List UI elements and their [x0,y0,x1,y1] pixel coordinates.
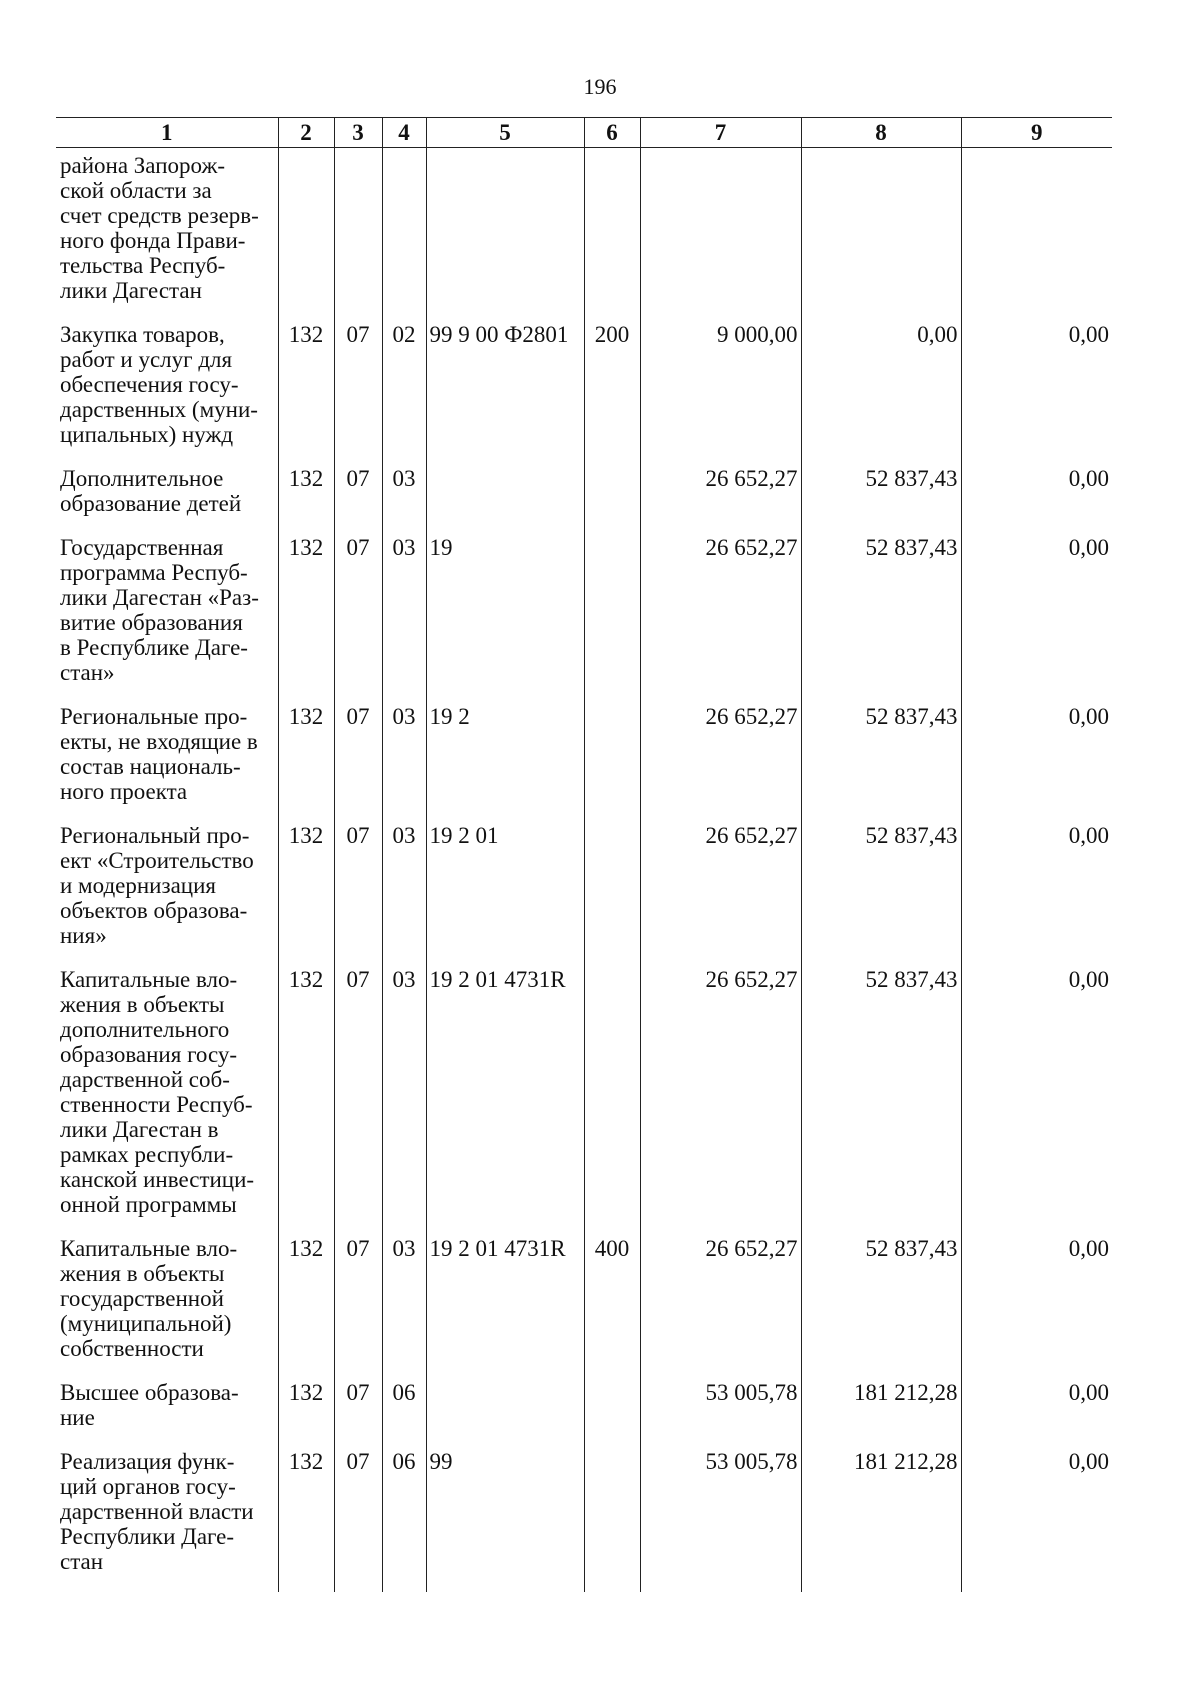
row-expense-type-cell [584,818,640,962]
column-header-8: 8 [801,118,961,148]
row-amount-col9-cell: 0,00 [961,818,1112,962]
row-section-cell: 07 [334,317,382,461]
table-row [56,461,1112,530]
row-admin-code-cell: 132 [278,461,334,530]
row-subsection-cell [382,148,426,318]
row-expense-type-cell [584,461,640,530]
table-body [56,148,1112,1593]
row-amount-col8-cell: 181 212,28 [801,1444,961,1592]
row-target-article-cell: 19 2 01 4731R [426,962,584,1231]
row-amount-col7-cell: 26 652,27 [640,699,801,818]
table-row [56,1231,1112,1375]
row-subsection-cell: 03 [382,461,426,530]
row-amount-col9-cell: 0,00 [961,1444,1112,1592]
row-admin-code-cell: 132 [278,1375,334,1444]
row-amount-col7-cell: 26 652,27 [640,461,801,530]
column-header-9: 9 [961,118,1112,148]
row-section-cell: 07 [334,1375,382,1444]
row-amount-col7-cell: 26 652,27 [640,530,801,699]
row-amount-col9-cell: 0,00 [961,699,1112,818]
table-row [56,1444,1112,1592]
row-admin-code-cell: 132 [278,1444,334,1592]
column-header-3: 3 [334,118,382,148]
column-header-5: 5 [426,118,584,148]
row-section-cell [334,148,382,318]
row-name-cell: Региональный про- ект «Строительство и модернизация объектов образова- ния» [60,823,254,948]
row-admin-code-cell: 132 [278,1231,334,1375]
row-subsection-cell: 03 [382,1231,426,1375]
row-amount-col8-cell: 52 837,43 [801,699,961,818]
row-amount-col8-cell: 181 212,28 [801,1375,961,1444]
row-name-cell: Государственная программа Респуб- лики Дагестан «Раз- витие образования в Республике Даге- стан» [60,535,259,685]
row-name-cell: Реализация функ- ций органов госу- дарственной власти Республики Даге- стан [60,1449,254,1574]
table-row [56,317,1112,461]
column-header-6: 6 [584,118,640,148]
row-section-cell: 07 [334,699,382,818]
table-row [56,530,1112,699]
row-name-cell: района Запорож- ской области за счет средств резерв- ного фонда Прави- тельства Респуб- лики Дагестан [60,153,259,303]
table-row [56,962,1112,1231]
table-row [56,699,1112,818]
table-row [56,1375,1112,1444]
row-expense-type-cell [584,1444,640,1592]
column-header-7: 7 [640,118,801,148]
row-admin-code-cell: 132 [278,962,334,1231]
row-target-article-cell [426,1375,584,1444]
row-amount-col7-cell: 53 005,78 [640,1444,801,1592]
row-expense-type-cell [584,530,640,699]
row-section-cell: 07 [334,818,382,962]
row-target-article-cell: 19 2 01 [426,818,584,962]
table-header-row [56,118,1112,148]
row-target-article-cell [426,461,584,530]
row-name-cell: Капитальные вло- жения в объекты государственной (муниципальной) собственности [60,1236,238,1361]
row-amount-col8-cell: 52 837,43 [801,818,961,962]
row-expense-type-cell [584,148,640,318]
row-admin-code-cell: 132 [278,818,334,962]
row-target-article-cell: 99 [426,1444,584,1592]
row-expense-type-cell [584,1375,640,1444]
row-target-article-cell: 19 [426,530,584,699]
row-amount-col9-cell: 0,00 [961,962,1112,1231]
row-section-cell: 07 [334,1444,382,1592]
row-amount-col8-cell: 52 837,43 [801,461,961,530]
row-section-cell: 07 [334,962,382,1231]
row-amount-col7-cell: 9 000,00 [640,317,801,461]
row-name-cell: Высшее образова- ние [60,1380,239,1430]
row-name-cell: Региональные про- екты, не входящие в состав националь- ного проекта [60,704,258,804]
row-target-article-cell [426,148,584,318]
row-amount-col9-cell: 0,00 [961,1375,1112,1444]
row-subsection-cell: 03 [382,818,426,962]
row-section-cell: 07 [334,530,382,699]
row-subsection-cell: 06 [382,1444,426,1592]
row-amount-col7-cell [640,148,801,318]
row-subsection-cell: 03 [382,530,426,699]
page-number: 196 [583,74,617,99]
row-amount-col8-cell: 52 837,43 [801,1231,961,1375]
row-name-cell: Закупка товаров, работ и услуг для обеспечения госу- дарственных (муни- ципальных) нужд [60,322,258,447]
row-target-article-cell: 19 2 [426,699,584,818]
row-amount-col8-cell [801,148,961,318]
row-expense-type-cell [584,699,640,818]
table-row [56,818,1112,962]
row-subsection-cell: 06 [382,1375,426,1444]
row-admin-code-cell [278,148,334,318]
row-target-article-cell: 99 9 00 Ф2801 [426,317,584,461]
row-expense-type-cell: 400 [584,1231,640,1375]
row-amount-col8-cell: 0,00 [801,317,961,461]
row-amount-col9-cell [961,148,1112,318]
row-amount-col7-cell: 26 652,27 [640,962,801,1231]
row-admin-code-cell: 132 [278,699,334,818]
row-admin-code-cell: 132 [278,530,334,699]
row-amount-col8-cell: 52 837,43 [801,530,961,699]
row-amount-col7-cell: 26 652,27 [640,1231,801,1375]
row-amount-col7-cell: 26 652,27 [640,818,801,962]
row-section-cell: 07 [334,461,382,530]
row-amount-col9-cell: 0,00 [961,461,1112,530]
column-header-4: 4 [382,118,426,148]
row-amount-col9-cell: 0,00 [961,317,1112,461]
row-subsection-cell: 03 [382,962,426,1231]
table-row [56,148,1112,318]
row-amount-col9-cell: 0,00 [961,1231,1112,1375]
row-expense-type-cell: 200 [584,317,640,461]
row-section-cell: 07 [334,1231,382,1375]
row-subsection-cell: 03 [382,699,426,818]
row-name-cell: Капитальные вло- жения в объекты дополнительного образования госу- дарственной соб- ственности Респуб- лики Дагестан в рамках республи- канской инвестици- онной программы [60,967,255,1217]
column-header-1: 1 [56,118,278,148]
column-header-2: 2 [278,118,334,148]
row-name-cell: Дополнительное образование детей [60,466,242,516]
row-amount-col7-cell: 53 005,78 [640,1375,801,1444]
row-amount-col9-cell: 0,00 [961,530,1112,699]
row-expense-type-cell [584,962,640,1231]
row-admin-code-cell: 132 [278,317,334,461]
row-amount-col8-cell: 52 837,43 [801,962,961,1231]
row-subsection-cell: 02 [382,317,426,461]
row-target-article-cell: 19 2 01 4731R [426,1231,584,1375]
budget-table [56,117,1112,1592]
